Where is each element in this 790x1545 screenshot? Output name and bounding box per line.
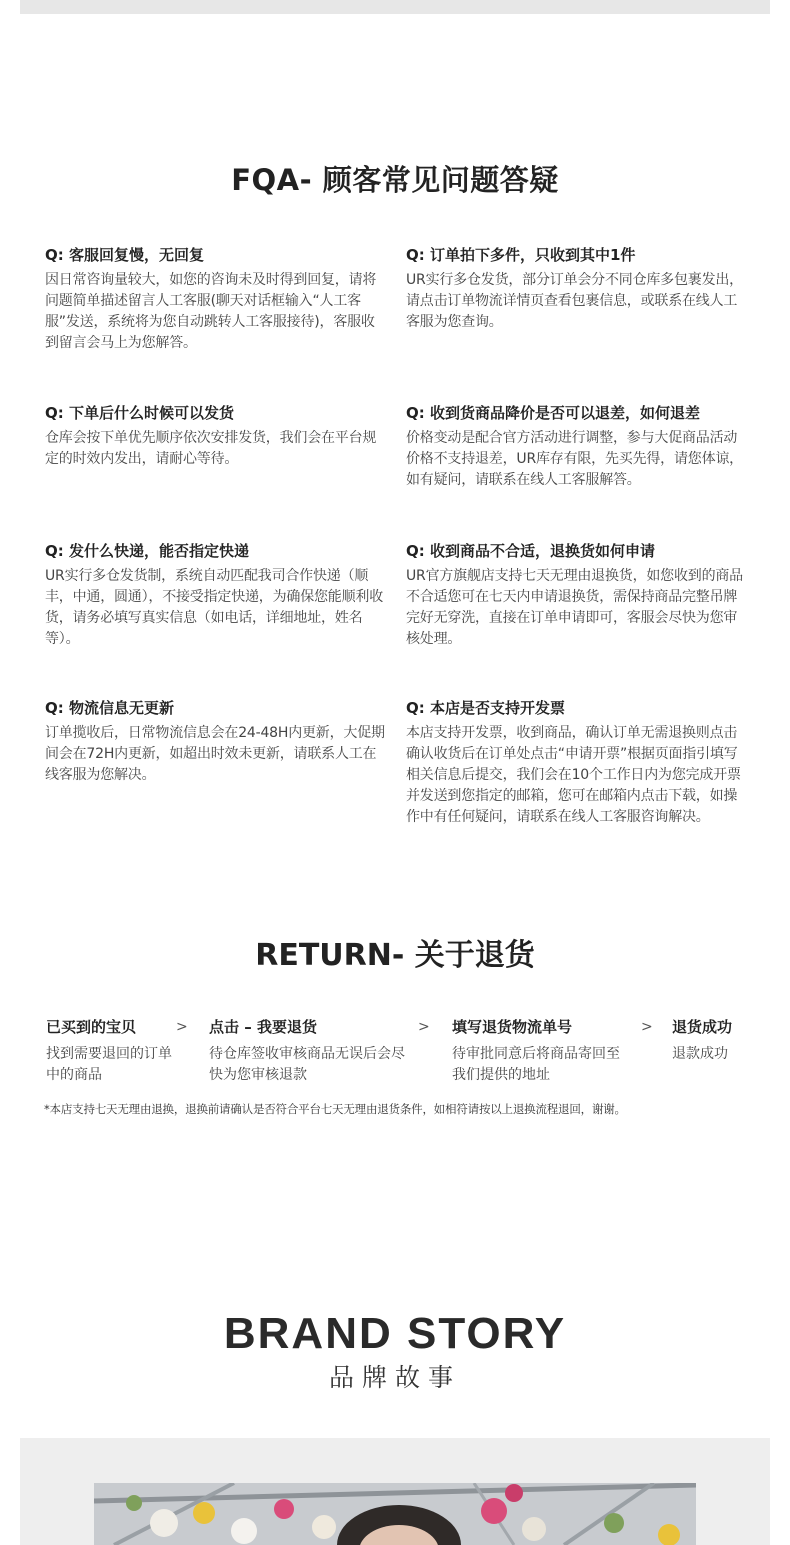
- brand-story-subtitle: 品牌故事: [328, 1363, 461, 1392]
- faq-item: [406, 403, 746, 491]
- faq-question: Q: 收到货商品降价是否可以退差，如何退差: [406, 404, 700, 422]
- faq-answer: 仓库会按下单优先顺序依次安排发货，我们会在平台规定的时效内发出，请耐心等待。: [45, 430, 377, 467]
- return-step-desc: 待仓库签收审核商品无误后会尽快为您审核退款: [209, 1046, 405, 1083]
- faq-item: [45, 245, 385, 354]
- faq-item: [45, 698, 385, 786]
- faq-question: Q: 客服回复慢，无回复: [45, 246, 204, 264]
- return-step: [46, 1016, 176, 1086]
- brand-photo: [94, 1483, 696, 1545]
- faq-answer: UR官方旗舰店支持七天无理由退换货，如您收到的商品不合适您可在七天内申请退换货，需保持商品完整吊牌完好无穿洗，直接在订单申请即可，客服会尽快为您审核处理。: [406, 568, 743, 647]
- return-step-title: 填写退货物流单号: [452, 1018, 573, 1036]
- faq-answer: 本店支持开发票，收到商品，确认订单无需退换则点击确认收货后在订单处点击“申请开票”根据页面指引填写相关信息后提交，我们会在10个工作日内为您完成开票并发送到您指定的邮箱，您可在邮箱内点击下载，如操作中有任何疑问，请联系在线人工客服咨询解决。: [406, 725, 741, 825]
- step-arrow-icon: >: [418, 1019, 430, 1035]
- return-step-desc: 待审批同意后将商品寄回至我们提供的地址: [452, 1046, 620, 1083]
- brand-photo-illustration: [94, 1483, 696, 1545]
- return-step: [672, 1016, 762, 1065]
- faq-answer: 价格变动是配合官方活动进行调整，参与大促商品活动价格不支持退差，UR库存有限，先买先得，请您体谅，如有疑问，请联系在线人工客服解答。: [406, 430, 743, 488]
- faq-question: Q: 发什么快递，能否指定快递: [45, 542, 249, 560]
- return-step-title: 点击 – 我要退货: [209, 1018, 317, 1036]
- faq-section-title: FQA- 顾客常见问题答疑: [231, 163, 559, 197]
- faq-answer: UR实行多仓发货制，系统自动匹配我司合作快递（顺丰，中通，圆通），不接受指定快递，为确保您能顺利收货，请务必填写真实信息（如电话，详细地址，姓名等）。: [45, 568, 383, 647]
- return-step-title: 退货成功: [672, 1018, 733, 1036]
- faq-question: Q: 本店是否支持开发票: [406, 699, 565, 717]
- step-arrow-icon: >: [641, 1019, 653, 1035]
- return-step-desc: 退款成功: [672, 1046, 728, 1062]
- faq-answer: 订单揽收后，日常物流信息会在24-48H内更新，大促期间会在72H内更新，如超出时效未更新，请联系人工在线客服为您解决。: [45, 725, 385, 783]
- faq-item: [406, 698, 746, 828]
- faq-answer: 因日常咨询量较大，如您的咨询未及时得到回复，请将问题简单描述留言人工客服(聊天对话框输入“人工客服”发送，系统将为您自动跳转人工客服接待)，客服收到留言会马上为您解答。: [45, 272, 377, 351]
- faq-item: [406, 541, 746, 650]
- return-step: [209, 1016, 409, 1086]
- brand-story-title: BRAND STORY: [223, 1309, 567, 1358]
- faq-question: Q: 物流信息无更新: [45, 699, 174, 717]
- faq-item: [406, 245, 746, 333]
- return-step: [452, 1016, 627, 1086]
- return-section-title: RETURN- 关于退货: [255, 938, 535, 973]
- return-step-desc: 找到需要退回的订单中的商品: [46, 1046, 172, 1083]
- faq-answer: UR实行多仓发货，部分订单会分不同仓库多包裹发出，请点击订单物流详情页查看包裹信息，或联系在线人工客服为您查询。: [406, 272, 743, 330]
- return-step-title: 已买到的宝贝: [46, 1018, 137, 1036]
- faq-item: [45, 403, 385, 470]
- faq-item: [45, 541, 385, 650]
- return-policy-note: *本店支持七天无理由退换，退换前请确认是否符合平台七天无理由退货条件，如相符请按以上退换流程退回，谢谢。: [44, 1102, 626, 1116]
- faq-question: Q: 下单后什么时候可以发货: [45, 404, 234, 422]
- faq-question: Q: 订单拍下多件，只收到其中1件: [406, 246, 636, 264]
- step-arrow-icon: >: [176, 1019, 188, 1035]
- faq-question: Q: 收到商品不合适，退换货如何申请: [406, 542, 655, 560]
- top-divider-band: [20, 0, 770, 14]
